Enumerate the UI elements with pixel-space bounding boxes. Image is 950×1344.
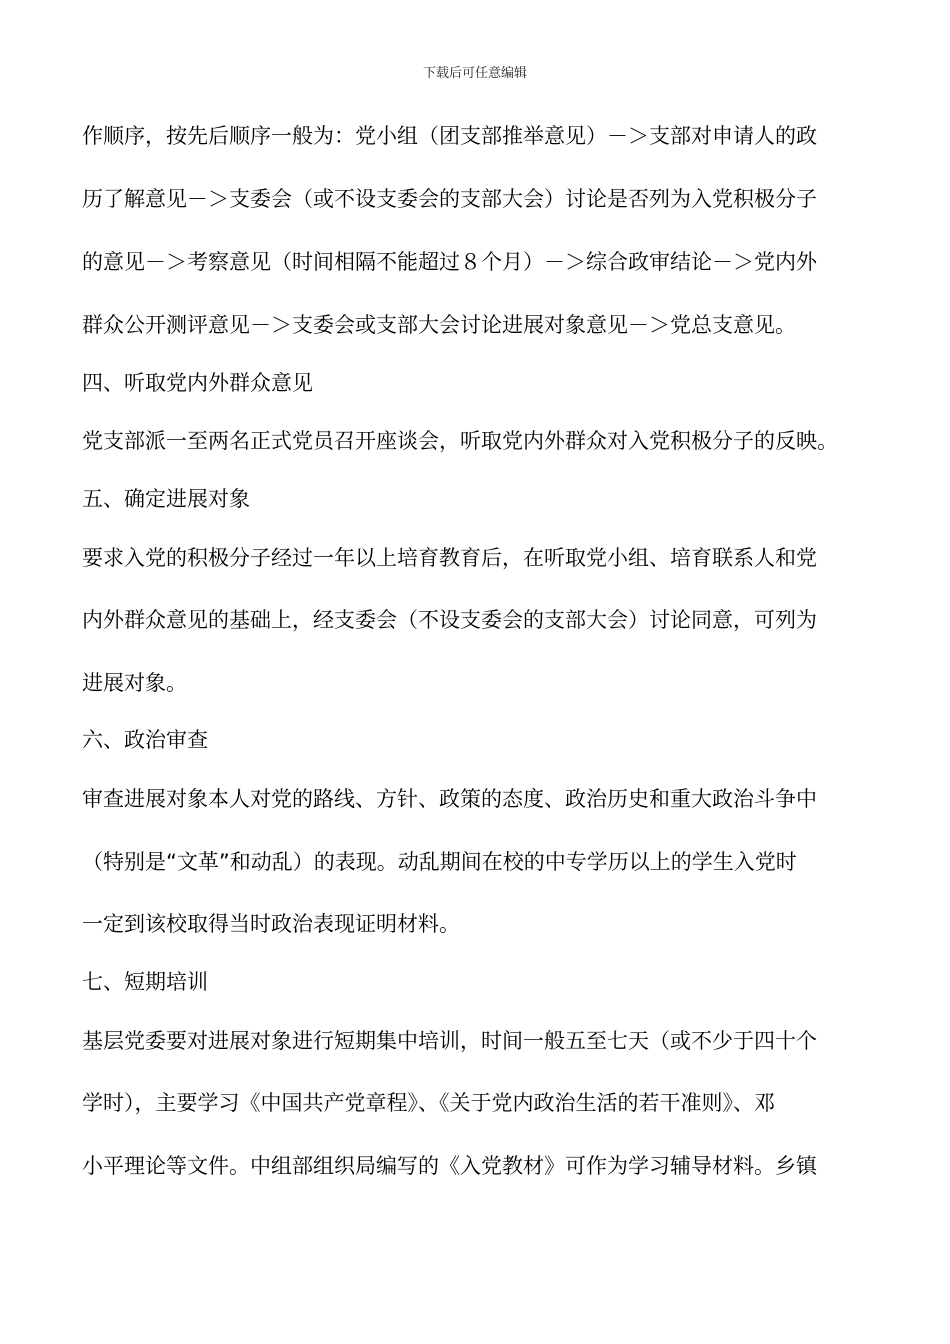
paragraph-line: 进展对象。 [82, 671, 187, 695]
section-heading: 七、短期培训 [82, 970, 208, 994]
paragraph-line: 作顺序，按先后顺序一般为：党小组（团支部推举意见）－＞支部对申请人的政 [82, 124, 817, 148]
section-heading: 四、听取党内外群众意见 [82, 371, 313, 395]
page-header: 下载后可任意编辑 [422, 66, 527, 81]
section-heading: 五、确定进展对象 [82, 487, 250, 511]
paragraph-line: 党支部派一至两名正式党员召开座谈会，听取党内外群众对入党积极分子的反映。 [82, 429, 838, 453]
paragraph-line: 的意见－＞考察意见（时间相隔不能超过８个月）－＞综合政审结论－＞党内外 [82, 250, 817, 274]
paragraph-line: 审查进展对象本人对党的路线、方针、政策的态度、政治历史和重大政治斗争中 [82, 787, 817, 811]
paragraph-line: （特别是“文革”和动乱）的表现。动乱期间在校的中专学历以上的学生入党时 [82, 850, 797, 874]
paragraph-line: 要求入党的积极分子经过一年以上培育教育后，在听取党小组、培育联系人和党 [82, 546, 817, 570]
paragraph-line: 基层党委要对进展对象进行短期集中培训，时间一般五至七天（或不少于四十个 [82, 1029, 817, 1053]
section-heading: 六、政治审查 [82, 728, 208, 752]
paragraph-line: 历了解意见－＞支委会（或不设支委会的支部大会）讨论是否列为入党积极分子 [82, 187, 817, 211]
paragraph-line: 群众公开测评意见－＞支委会或支部大会讨论进展对象意见－＞党总支意见。 [82, 313, 796, 337]
paragraph-line: 小平理论等文件。中组部组织局编写的《入党教材》可作为学习辅导材料。乡镇 [82, 1154, 817, 1178]
paragraph-line: 内外群众意见的基础上，经支委会（不设支委会的支部大会）讨论同意，可列为 [82, 608, 817, 632]
paragraph-line: 一定到该校取得当时政治表现证明材料。 [82, 912, 460, 936]
paragraph-line: 学时），主要学习《中国共产党章程》、《关于党内政治生活的若干准则》、邓 [82, 1091, 775, 1115]
